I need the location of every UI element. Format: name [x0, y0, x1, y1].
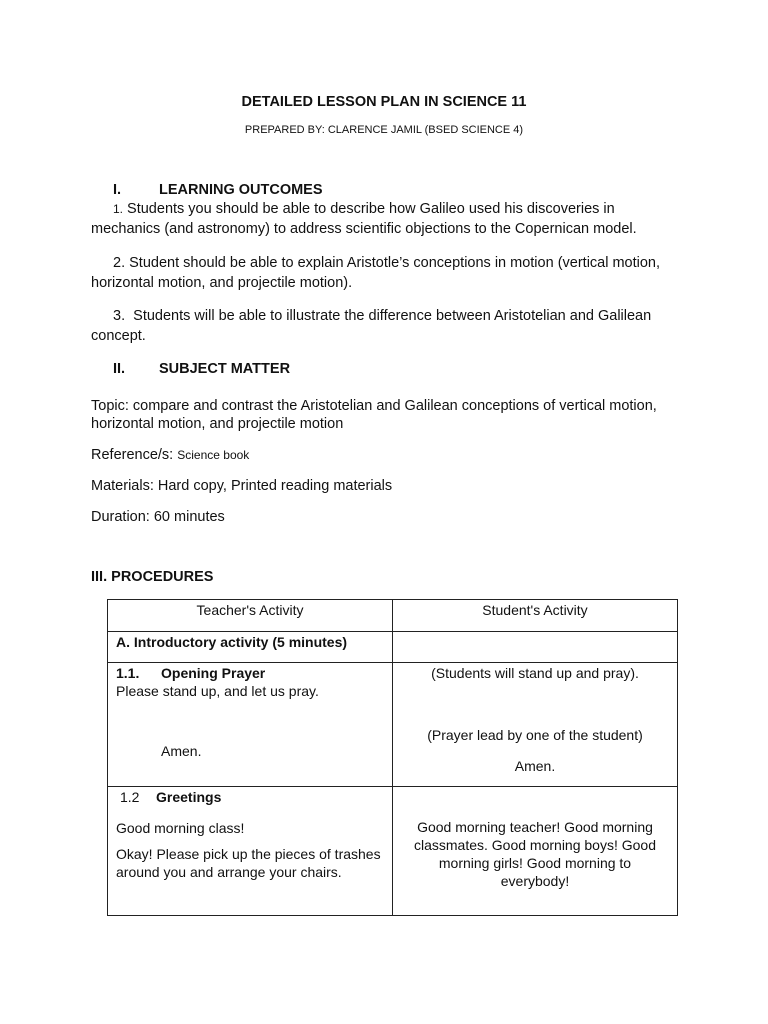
table-row — [108, 663, 678, 787]
opening-prayer-heading: 1.1. Opening Prayer — [116, 665, 266, 681]
document-title: DETAILED LESSON PLAN IN SCIENCE 11 — [241, 94, 527, 110]
section-number: II. — [113, 361, 126, 377]
header-teacher-activity: Teacher's Activity — [196, 602, 304, 618]
greetings-teacher-line2: Okay! Please pick up the pieces of trashes around you and arrange your chairs. — [116, 846, 381, 880]
greetings-teacher-line1: Good morning class! — [116, 820, 245, 836]
prayer-student-line2: (Prayer lead by one of the student) — [427, 727, 643, 743]
section-subject-matter-heading — [113, 361, 290, 377]
section-title: SUBJECT MATTER — [159, 361, 291, 377]
outcome-2 — [91, 253, 681, 293]
prayer-teacher-line2: Amen. — [161, 743, 202, 759]
greetings-heading: 1.2 Greetings — [120, 789, 222, 805]
outcome-number: 1. — [113, 202, 124, 216]
header-student-activity: Student's Activity — [482, 602, 588, 618]
outcome-text: Student should be able to explain Aristotle’s conceptions in motion (vertical motion, horizontal motion, and projectile motion). — [91, 255, 661, 291]
intro-activity: A. Introductory activity (5 minutes) — [116, 634, 348, 650]
topic: Topic: compare and contrast the Aristotelian and Galilean conceptions of vertical motion, horizontal motion, and projectile motion — [91, 398, 657, 432]
prayer-teacher-line1: Please stand up, and let us pray. — [116, 683, 319, 699]
outcome-3 — [91, 306, 681, 346]
table-row — [108, 632, 678, 663]
section-title: LEARNING OUTCOMES — [159, 182, 323, 198]
outcome-number: 2. — [113, 255, 126, 271]
section-procedures-heading: III. PROCEDURES — [91, 569, 214, 585]
reference-value: Science book — [177, 448, 250, 462]
section-learning-outcomes-heading — [113, 182, 323, 198]
duration: Duration: 60 minutes — [91, 509, 225, 525]
reference — [91, 445, 681, 465]
table-row — [108, 787, 678, 916]
materials: Materials: Hard copy, Printed reading materials — [91, 478, 393, 494]
outcome-text: Students you should be able to describe how Galileo used his discoveries in mechanics (and astronomy) to address scientific objections to the Copernican model. — [91, 201, 637, 237]
prayer-student-line1: (Students will stand up and pray). — [431, 665, 639, 681]
procedures-table — [107, 599, 678, 916]
prayer-student-line3: Amen. — [514, 758, 556, 774]
reference-label: Reference/s: — [91, 447, 178, 463]
table-header-row — [108, 600, 678, 632]
outcome-number: 3. — [113, 308, 126, 324]
prepared-by: PREPARED BY: CLARENCE JAMIL (BSED SCIENCE 4) — [244, 124, 524, 136]
outcome-1 — [91, 199, 681, 239]
section-number: I. — [113, 182, 122, 198]
greetings-student-text: Good morning teacher! Good morning classmates. Good morning boys! Good morning girls! Good morning to everybody! — [413, 819, 656, 889]
outcome-text: Students will be able to illustrate the difference between Aristotelian and Galilean concept. — [91, 308, 652, 344]
